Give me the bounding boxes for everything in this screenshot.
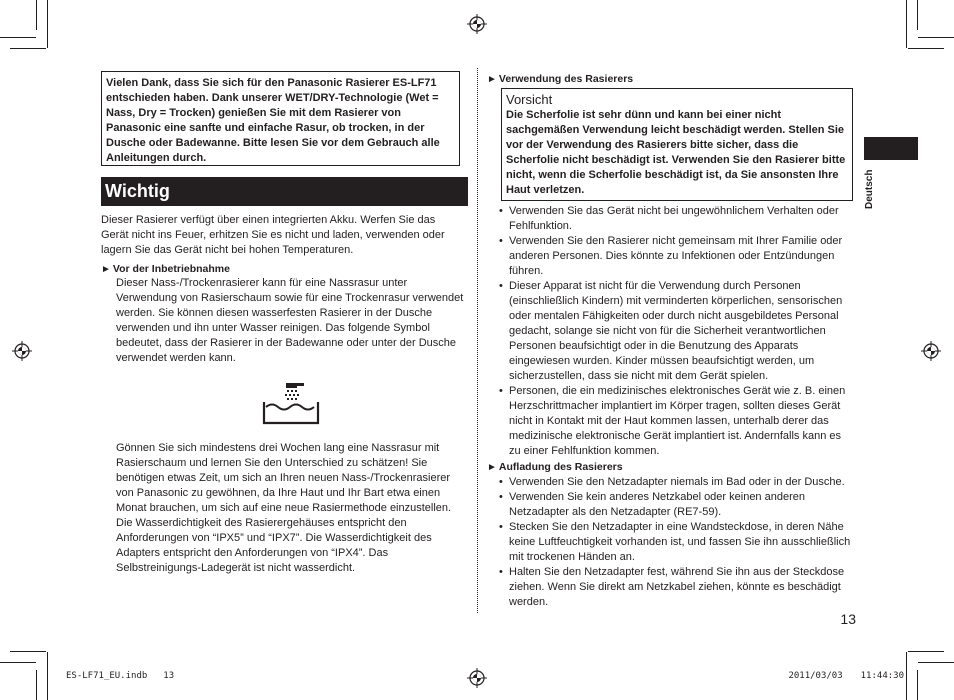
list-item-text: Verwenden Sie kein anderes Netzkabel oder keinen anderen Netzadapter als den Netzadapter (RE7-59). [509,491,805,518]
verwendung-bullet-list [497,204,855,459]
list-item [497,234,855,279]
crop-mark [908,48,944,49]
language-label: Deutsch [864,169,875,209]
crop-mark [10,651,46,652]
heading-aufladung-text: Aufladung des Rasierers [498,461,623,473]
list-item [497,384,855,459]
list-item [497,565,855,610]
bullet-dot-icon: • [499,476,503,488]
list-item-text: Dieser Apparat ist nicht für die Verwendung durch Personen (einschließlich Kindern) mit verminderten körperlichen, sensorischen oder mentalen Fähigkeiten oder durch nicht ausgebildetes Personal gedacht, solange sie nicht von für die Sicherheit verantwortlichen Personen beaufsichtigt oder in die Benutzung des Apparats eingewiesen wurden. Kinder müssen beaufsichtigt werden, um sicherzustellen, dass sie nicht mit dem Gerät spielen. [509,280,843,382]
crop-mark [906,0,907,48]
inbetriebnahme-paragraph-text: Dieser Nass-/Trockenrasierer kann für eine Nassrasur unter Verwendung von Rasierschaum sowie für eine Trockenrasur verwendet werden. Sie können diesen wasserfesten Rasierer in der Dusche verwenden und ihn unter Wasser reinigen. Das folgende Symbol bedeutet, dass der Rasierer in der Badewanne oder unter der Dusche verwendet werden kann. [116,277,464,364]
heading-aufladung [487,460,847,475]
list-item [497,520,855,565]
triangle-bullet-icon: ► [101,264,111,275]
wichtig-paragraph-text: Dieser Rasierer verfügt über einen integrierten Akku. Werfen Sie das Gerät nicht ins Feuer, erhitzen Sie es nicht und laden, verwenden oder lagern Sie das Gerät nicht bei hohen Temperaturen. [101,214,445,256]
bullet-dot-icon: • [499,280,503,292]
bullet-dot-icon: • [499,235,503,247]
crop-mark [917,670,918,700]
heading-inbetriebnahme-text: Vor der Inbetriebnahme [112,263,230,275]
crop-mark [36,0,37,30]
list-item-text: Verwenden Sie das Gerät nicht bei ungewöhnlichem Verhalten oder Fehlfunktion. [509,205,839,232]
heading-inbetriebnahme [101,262,461,277]
list-item [497,204,855,234]
wichtig-paragraph [101,213,463,258]
crop-mark [10,48,46,49]
footer-filename [66,670,266,682]
list-item [497,490,855,520]
list-item-text: Verwenden Sie den Rasierer nicht gemeinsam mit Ihrer Familie oder anderen Personen. Dies könnte zu Infektionen oder Entzündungen führen. [509,235,843,277]
caution-title: Vorsicht [506,92,553,107]
list-item-text: Stecken Sie den Netzadapter in eine Wandsteckdose, in deren Nähe keine Luftfeuchtigkeit vorhanden ist, und fassen Sie ihn ausschließlich mit trockenen Händen an. [509,521,851,563]
triangle-bullet-icon: ► [487,74,497,85]
registration-mark-icon [12,341,32,361]
crop-mark [47,0,48,48]
crop-mark [917,0,918,30]
list-item [497,475,855,490]
section-title-text: Wichtig [105,181,170,201]
language-tab [864,137,918,160]
crop-mark [906,652,907,700]
list-item-text: Personen, die ein medizinisches elektronisches Gerät wie z. B. einen Herzschrittmacher implantiert im Körper tragen, sollten dieses Gerät nicht in Kontakt mit der Haut kommen lassen, unterhalb derer das medizinische elektronische Gerät implantiert ist. Andernfalls kann es zu einer Fehlfunktion kommen. [509,385,846,457]
registration-mark-icon [467,14,487,34]
bullet-dot-icon: • [499,566,503,578]
registration-mark-icon [921,341,941,361]
inbetriebnahme-paragraph-2 [116,441,464,576]
page-number: 13 [840,611,856,627]
list-item-text: Verwenden Sie den Netzadapter niemals im Bad oder in der Dusche. [509,476,845,488]
inbetriebnahme-paragraph-2-text: Gönnen Sie sich mindestens drei Wochen lang eine Nassrasur mit Rasierschaum und lernen Sie den Unterschied zu schätzen! Sie benötigen etwas Zeit, um sich an Ihren neuen Nass-/Trockenrasierer von Panasonic zu gewöhnen, da Ihre Haut und Ihr Bart etwa einen Monat brauchen, um sich auf eine neue Rasiermethode einzustellen. Die Wasserdichtigkeit des Rasierergehäuses entspricht den Anforderungen von “IPX5” und “IPX7”. Die Wasserdichtigkeit des Adapters entspricht den Anforderungen von “IPX4”. Das Selbstreinigungs-Ladegerät ist nicht wasserdicht. [116,442,452,574]
caution-box [501,88,853,201]
heading-verwendung [487,72,847,87]
crop-mark [0,37,36,38]
crop-mark [918,37,954,38]
list-item [497,279,855,384]
heading-verwendung-text: Verwendung des Rasierers [498,73,634,85]
footer-time: 11:44:30 [860,671,904,681]
section-title-wichtig [101,177,468,206]
crop-mark [47,652,48,700]
bullet-dot-icon: • [499,521,503,533]
intro-box [101,71,460,166]
footer-timestamp [780,670,904,682]
crop-mark [908,651,944,652]
column-divider [477,68,479,613]
triangle-bullet-icon: ► [487,462,497,473]
crop-mark [36,670,37,700]
registration-mark-icon [467,668,487,688]
caution-text: Die Scherfolie ist sehr dünn und kann bei einer nicht sachgemäßen Verwendung leicht beschädigt werden. Stellen Sie vor der Verwendung des Rasierers bitte sicher, dass die Scherfolie nicht beschädigt ist. Verwenden Sie den Rasierer bitte nicht, wenn die Scherfolie beschädigt ist, da Sie ansonsten Ihre Haut verletzen. [506,109,846,196]
shower-bath-icon [262,380,320,426]
footer-date: 2011/03/03 [788,671,843,681]
bullet-dot-icon: • [499,491,503,503]
intro-text: Vielen Dank, dass Sie sich für den Panasonic Rasierer ES-LF71 entschieden haben. Dank unserer WET/DRY-Technologie (Wet = Nass, Dry = Trocken) genießen Sie mit dem Rasierer von Panasonic eine sanfte und einfache Rasur, ob trocken, in der Dusche oder Badewanne. Bitte lesen Sie vor dem Gebrauch alle Anleitungen durch. [106,77,440,164]
footer-file-page: 13 [163,671,175,681]
inbetriebnahme-paragraph [116,276,464,366]
list-item-text: Halten Sie den Netzadapter fest, während Sie ihn aus der Steckdose ziehen. Wenn Sie direkt am Netzkabel ziehen, könnte es beschädigt werden. [509,566,845,608]
bullet-dot-icon: • [499,385,503,397]
aufladung-bullet-list [497,475,855,610]
footer-file-text: ES-LF71_EU.indb [66,671,148,681]
crop-mark [0,662,36,663]
bullet-dot-icon: • [499,205,503,217]
crop-mark [918,662,954,663]
